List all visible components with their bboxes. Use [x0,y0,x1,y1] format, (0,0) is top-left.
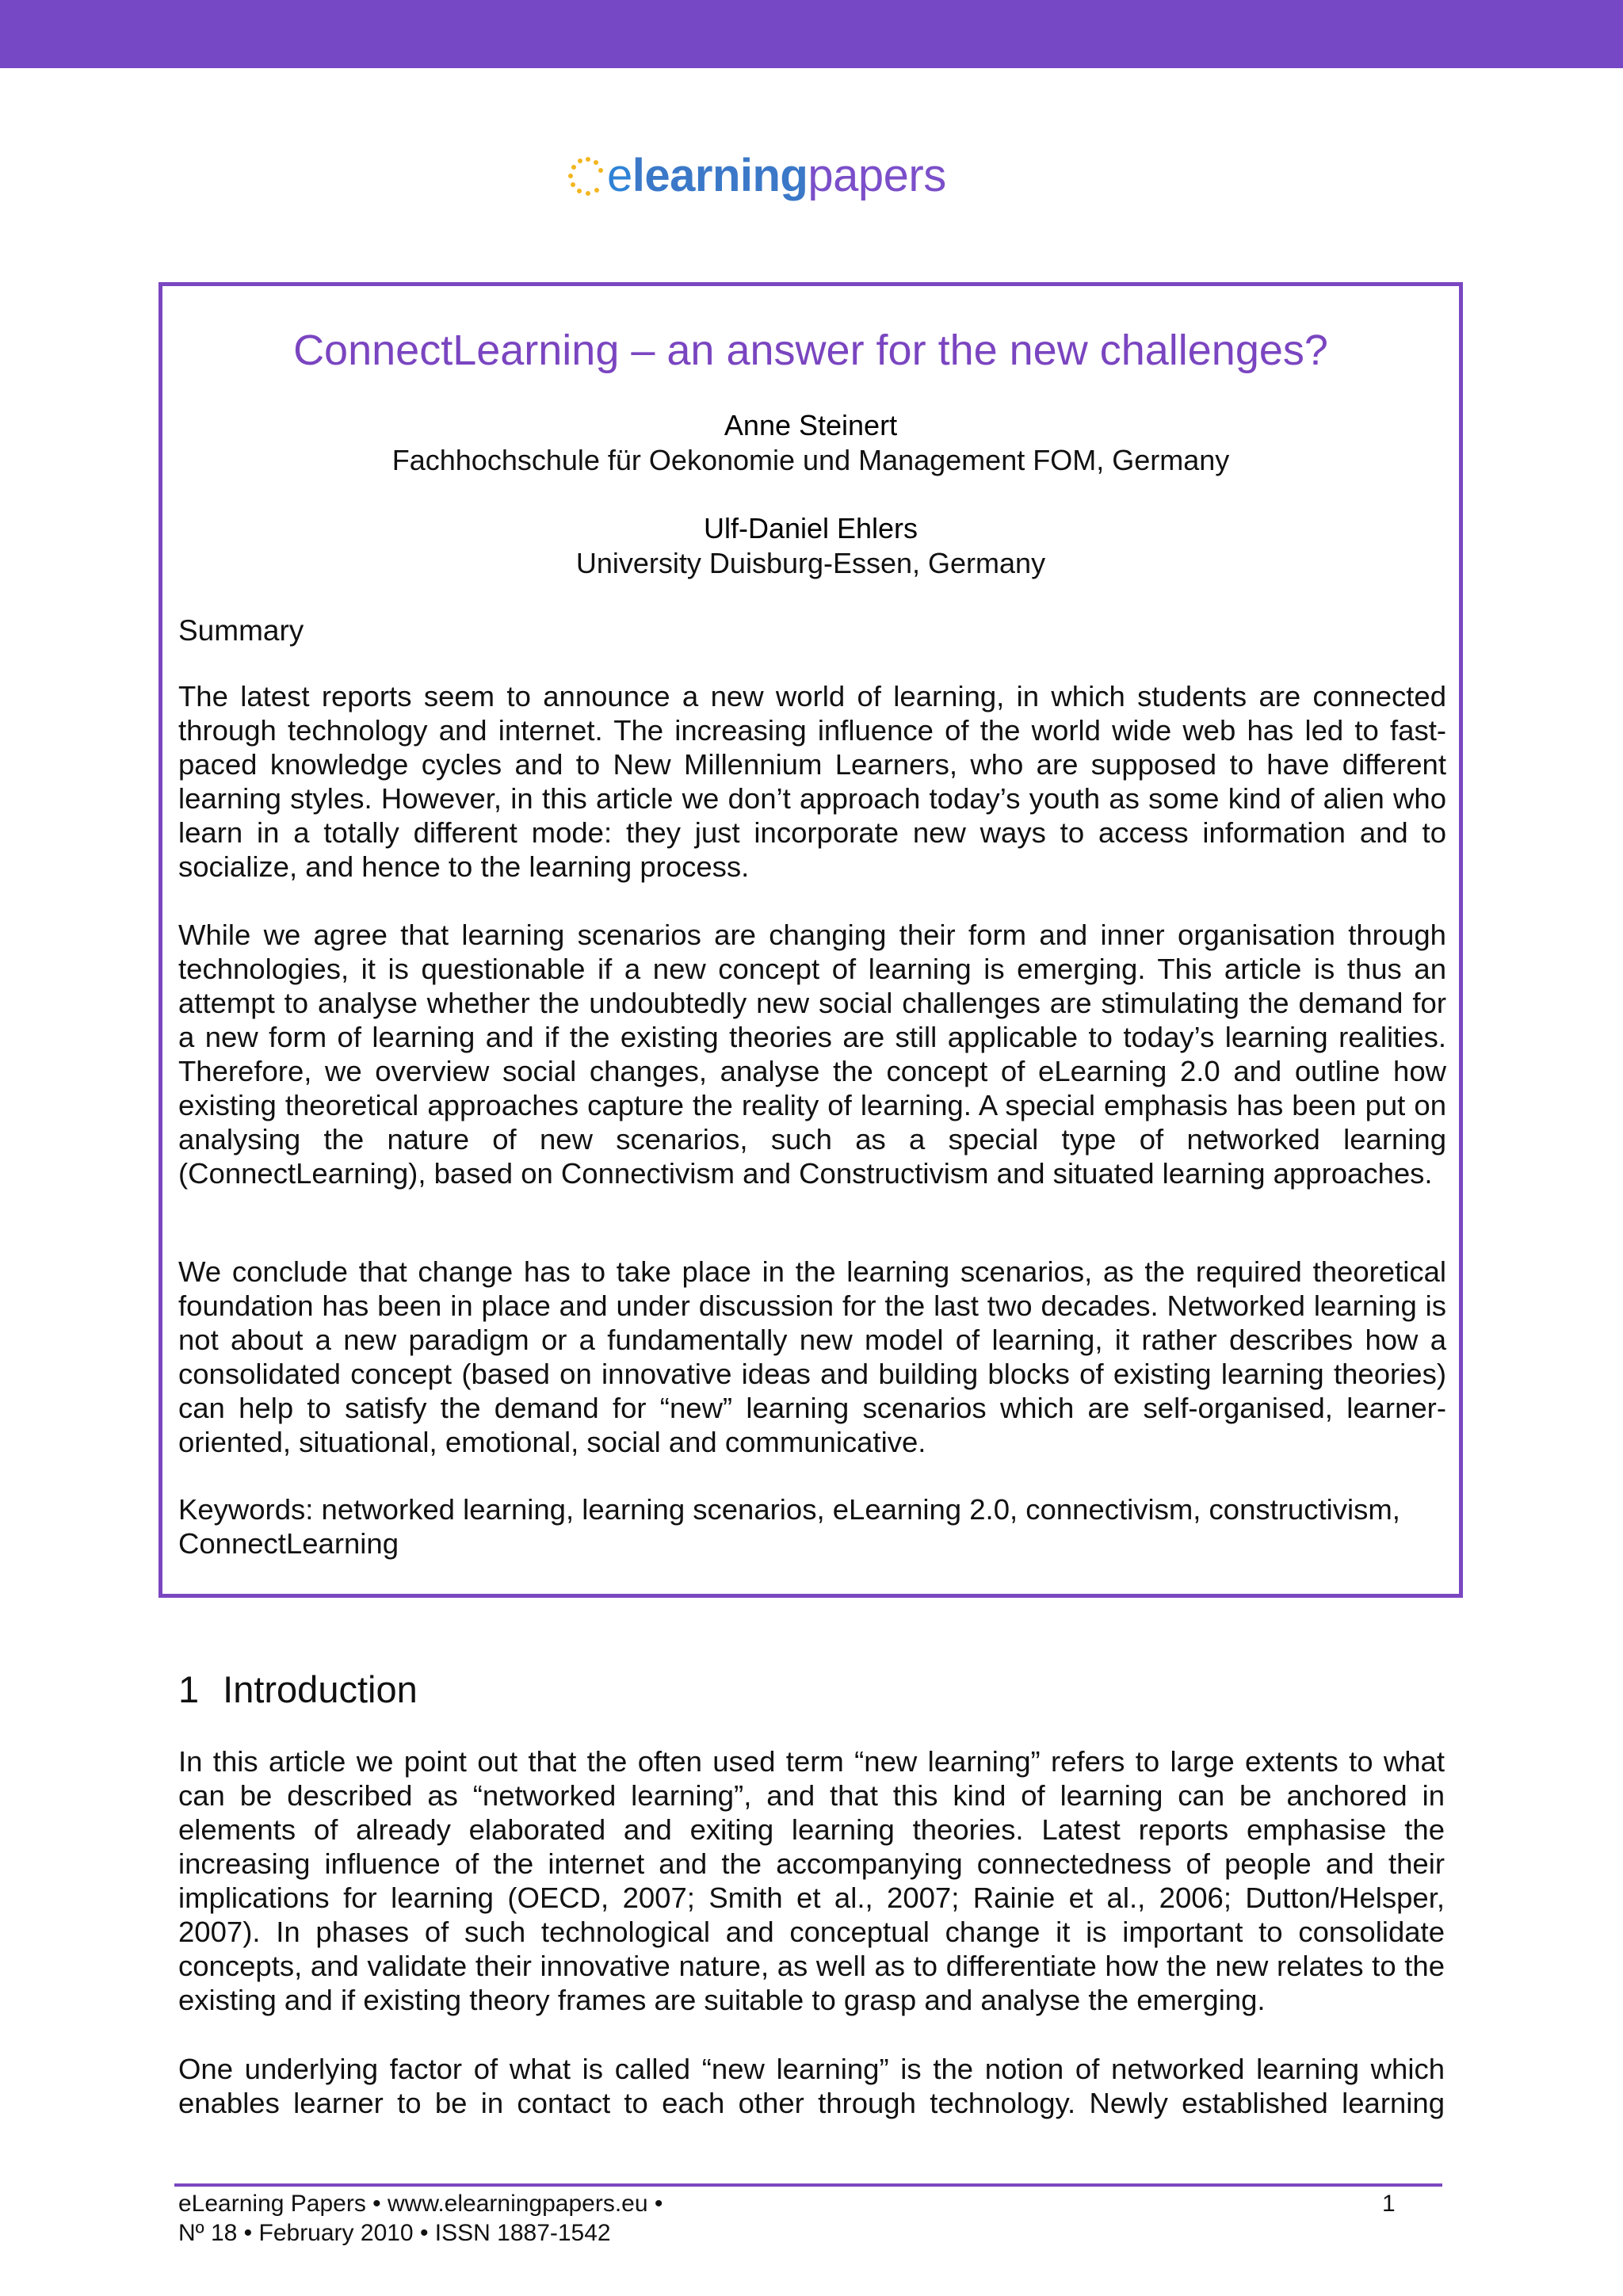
author-affiliation: University Duisburg-Essen, Germany [575,547,1046,579]
logo-wordmark: elearningpapers [607,149,946,201]
summary-paragraph: We conclude that change has to take place in the learning scenarios, as the required theoretical foundation has been in place and under discussion for the last two decades. Networked learning is not about a new paradigm or a fundamentally new model of learning, it rather describes how a consolidated concept (based on innovative ideas and building blocks of existing learning theories) can help to satisfy the demand for “new” learning scenarios which are self-organised, learner-oriented, situational, emotional, social and communicative. [178,1255,1446,1458]
author-affiliation: Fachhochschule für Oekonomie und Management FOM, Germany [391,444,1230,476]
star-ring-icon [564,151,605,199]
elearningpapers-logo[interactable] [564,139,946,211]
author-name: Ulf-Daniel Ehlers [703,512,918,544]
body-paragraph: In this article we point out that the often used term “new learning” refers to large extents to what can be described as “networked learning”, and that this kind of learning can be anchored in elements of already elaborated and exiting learning theories. Latest reports emphasise the increasing influence of the internet and the accompanying connectedness of people and their implications for learning (OECD, 2007; Smith et al., 2007; Rainie et al., 2006; Dutton/Helsper, 2007). In phases of such technological and conceptual change it is important to consolidate concepts, and validate their innovative nature, as well as to differentiate how the new relates to the existing and if existing theory frames are suitable to grasp and analyse the emerging. [178,1745,1445,2016]
footer-issue-line: Nº 18 • February 2010 • ISSN 1887-1542 [178,2220,611,2246]
keywords-paragraph [178,1492,1446,1561]
paper-title: ConnectLearning – an answer for the new challenges? [293,327,1328,374]
summary-heading: Summary [178,614,304,647]
abstract-box [158,282,1463,1598]
author-block-1 [162,408,1459,478]
keywords-label: Keywords [178,1493,306,1526]
author-block-2 [162,511,1459,581]
section-heading [178,1668,418,1711]
section-number: 1 [178,1668,200,1710]
keywords-list: : networked learning, learning scenarios, eLearning 2.0, connectivism, constructivism, ConnectLearning [178,1493,1400,1560]
footer-divider [174,2183,1442,2187]
top-color-bar [0,0,1623,68]
author-name: Anne Steinert [724,409,898,441]
summary-paragraph: The latest reports seem to announce a new world of learning, in which students are connected through technology and internet. The increasing influence of the world wide web has led to fast-paced knowledge cycles and to New Millennium Learners, who are supposed to have different learning styles. However, in this article we don’t approach today’s youth as some kind of alien who learn in a totally different mode: they just incorporate new ways to access information and to socialize, and hence to the learning process. [178,680,1446,883]
footer-publication-line: eLearning Papers • www.elearningpapers.eu • [178,2191,663,2217]
body-paragraph: One underlying factor of what is called “new learning” is the notion of networked learning which enables learner to be in contact to each other through technology. Newly established learning [178,2053,1445,2119]
page-number: 1 [1382,2191,1396,2217]
summary-paragraph: While we agree that learning scenarios are changing their form and inner organisation through technologies, it is questionable if a new concept of learning is emerging. This article is thus an attempt to analyse whether the undoubtedly new social challenges are stimulating the demand for a new form of learning and if the existing theories are still applicable to today’s learning realities. Therefore, we overview social changes, analyse the concept of eLearning 2.0 and outline how existing theoretical approaches capture the reality of learning. A special emphasis has been put on analysing the nature of new scenarios, such as a special type of networked learning (ConnectLearning), based on Connectivism and Constructivism and situated learning approaches. [178,919,1446,1190]
section-title: Introduction [223,1668,418,1710]
